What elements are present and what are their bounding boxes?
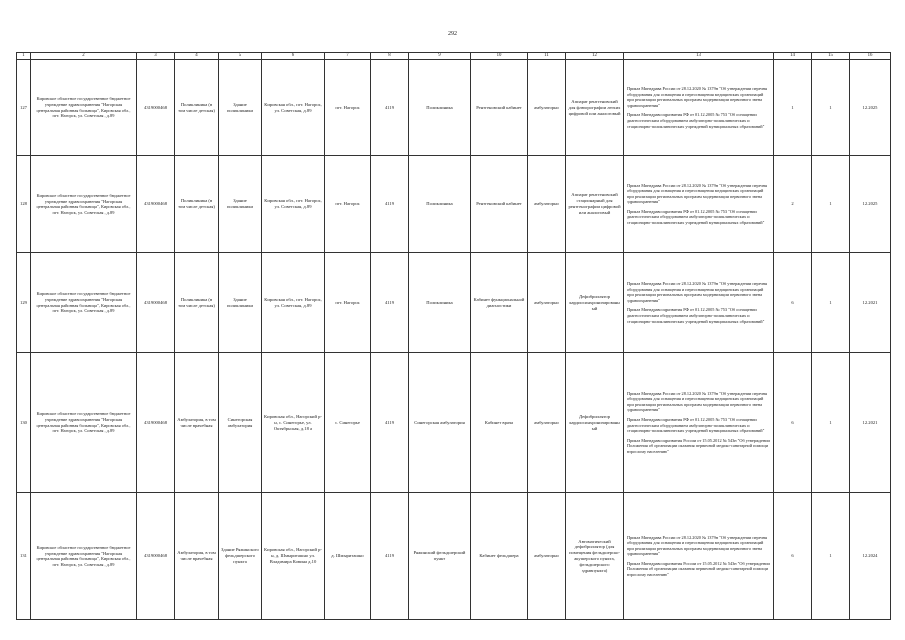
column-index-cell: 1: [17, 53, 31, 60]
building-cell: Синегорская амбулатория: [219, 353, 262, 493]
table-row: [17, 60, 891, 156]
quantity-cell: 1: [812, 353, 850, 493]
room-cell: Кабинет врача: [471, 353, 528, 493]
quantity-cell: 6: [774, 493, 812, 620]
address-cell: Кировская обл., пгт. Нагорск, ул. Советская, д.89: [262, 253, 325, 353]
column-index-cell: 8: [371, 53, 409, 60]
division-cell: Поликлиника: [409, 60, 471, 156]
legal-basis-paragraph: Приказ Минздрава России от 28.12.2020 № 1379н "Об утверждении перечня оборудования для оснащения и переоснащения медицинских организаций при реализации региональных программ модернизации первичного звена здравоохранения": [627, 281, 767, 303]
division-cell: Синегорская амбулатория: [409, 353, 471, 493]
unit-type-cell: Амбулатория, в том числе врачебная: [175, 493, 219, 620]
division-cell: Поликлиника: [409, 156, 471, 253]
locality-cell: пгт. Нагорск: [325, 60, 371, 156]
legal-basis-cell: [624, 60, 774, 156]
quantity-cell: 6: [774, 353, 812, 493]
room-cell: Рентгеновский кабинет: [471, 156, 528, 253]
column-index-cell: 10: [471, 53, 528, 60]
legal-basis-cell: [624, 156, 774, 253]
column-index-cell: 6: [262, 53, 325, 60]
legal-basis-paragraph: Приказ Минздрава России от 28.12.2020 № 1379н "Об утверждении перечня оборудования для оснащения и переоснащения медицинских организаций при реализации региональных программ модернизации первичного звена здравоохранения": [627, 86, 767, 108]
deadline-cell: 12.2025: [850, 60, 891, 156]
quantity-cell: 2: [774, 156, 812, 253]
legal-basis-paragraph: Приказ Минздравсоцразвития России от 15.05.2012 № 543н "Об утверждении Положения об организации оказания первичной медико-санитарной помощи взрослому населению": [627, 437, 770, 454]
unit-type-cell: Амбулатория, в том числе врачебная: [175, 353, 219, 493]
equipment-cell: Дефибриллятор кардиосинхронизированный: [566, 253, 624, 353]
legal-basis-paragraph: Приказ Минздравсоцразвития России от 15.05.2012 № 543н "Об утверждении Положения об организации оказания первичной медико-санитарной помощи взрослому населению": [627, 560, 770, 578]
column-index-cell: 12: [566, 53, 624, 60]
org-code-cell: 4319000468: [137, 493, 175, 620]
locality-cell: д. Шмыриташно: [325, 493, 371, 620]
locality-cell: с. Синегорье: [325, 353, 371, 493]
legal-basis-cell: [624, 493, 774, 620]
division-cell: Поликлиника: [409, 253, 471, 353]
address-cell: Кировская обл., Нагорский р-н, д. Шмыриташно ул. Владимира Ковина д.10: [262, 493, 325, 620]
building-cell: Здание Ряжинского фельдшерского пункта: [219, 493, 262, 620]
org-code-cell: 4319000468: [137, 253, 175, 353]
room-cell: Рентгеновский кабинет: [471, 60, 528, 156]
legal-basis-cell: [624, 353, 774, 493]
quantity-cell: 1: [812, 60, 850, 156]
column-index-cell: 13: [624, 53, 774, 60]
column-index-cell: 15: [812, 53, 850, 60]
quantity-cell: 1: [774, 60, 812, 156]
row-number: 131: [17, 493, 31, 620]
quantity-cell: 1: [812, 253, 850, 353]
quantity-cell: 6: [774, 253, 812, 353]
equipment-table: [16, 52, 891, 620]
oktmo-cell: 4119: [371, 353, 409, 493]
table-row: [17, 493, 891, 620]
legal-basis-paragraph: Приказ Минздрава России от 28.12.2020 № 1379н "Об утверждении перечня оборудования для оснащения и переоснащения медицинских организаций при реализации региональных программ модернизации первичного звена здравоохранения": [627, 182, 767, 205]
deadline-cell: 12.2024: [850, 493, 891, 620]
locality-cell: пгт. Нагорск: [325, 156, 371, 253]
organization-cell: Кировское областное государственное бюджетное учреждение здравоохранения "Нагорская центральная районная больница", Кировская обл., пгт. Нагорск, ул. Советская , д.89: [31, 253, 137, 353]
org-code-cell: 4319000468: [137, 156, 175, 253]
organization-cell: Кировское областное государственное бюджетное учреждение здравоохранения "Нагорская центральная районная больница", Кировская обл., пгт. Нагорск, ул. Советская , д.89: [31, 60, 137, 156]
column-index-cell: 9: [409, 53, 471, 60]
table-row: [17, 156, 891, 253]
column-index-cell: 14: [774, 53, 812, 60]
deadline-cell: 12.2021: [850, 253, 891, 353]
unit-type-cell: Поликлиника (в том числе детская): [175, 253, 219, 353]
unit-type-cell: Поликлиника (в том числе детская): [175, 60, 219, 156]
table-row: [17, 253, 891, 353]
column-index-cell: 16: [850, 53, 891, 60]
oktmo-cell: 4119: [371, 493, 409, 620]
org-code-cell: 4319000468: [137, 60, 175, 156]
equipment-cell: Аппарат рентгеновский для флюорографии легких цифровой или аналоговый: [566, 60, 624, 156]
equipment-cell: Автоматический дефибриллятор (для помещения фельдшерско-акушерского пункта, фельдшерского здравпункта): [566, 493, 624, 620]
org-code-cell: 4319000468: [137, 353, 175, 493]
care-type-cell: амбулаторно: [528, 156, 566, 253]
column-index-cell: 3: [137, 53, 175, 60]
legal-basis-cell: [624, 253, 774, 353]
legal-basis-paragraph: Приказ Минздравсоцразвития РФ от 01.12.2005 № 753 "Об оснащении диагностическим оборудованием амбулаторно-поликлинических и стационарно-поликлинических учреждений муниципальных образований": [627, 112, 765, 129]
organization-cell: Кировское областное государственное бюджетное учреждение здравоохранения "Нагорская центральная районная больница", Кировская обл., пгт. Нагорск, ул. Советская , д.89: [31, 353, 137, 493]
legal-basis-paragraph: Приказ Минздравсоцразвития РФ от 01.12.2005 № 753 "Об оснащении диагностическим оборудованием амбулаторно-поликлинических и стационарно-поликлинических учреждений муниципальных образований": [627, 417, 765, 434]
unit-type-cell: Поликлиника (в том числе детская): [175, 156, 219, 253]
room-cell: Кабинет фельдшера: [471, 493, 528, 620]
row-number: 130: [17, 353, 31, 493]
column-index-cell: 7: [325, 53, 371, 60]
organization-cell: Кировское областное государственное бюджетное учреждение здравоохранения "Нагорская центральная районная больница", Кировская обл., пгт. Нагорск, ул. Советская , д.89: [31, 493, 137, 620]
care-type-cell: амбулаторно: [528, 60, 566, 156]
row-number: 128: [17, 156, 31, 253]
oktmo-cell: 4119: [371, 253, 409, 353]
quantity-cell: 1: [812, 493, 850, 620]
division-cell: Ряжинский фельдшерский пункт: [409, 493, 471, 620]
organization-cell: Кировское областное государственное бюджетное учреждение здравоохранения "Нагорская центральная районная больница", Кировская обл., пгт. Нагорск, ул. Советская , д.89: [31, 156, 137, 253]
deadline-cell: 12.2025: [850, 156, 891, 253]
address-cell: Кировская обл., пгт. Нагорск, ул. Советская, д.89: [262, 60, 325, 156]
building-cell: Здание поликлиники: [219, 60, 262, 156]
oktmo-cell: 4119: [371, 156, 409, 253]
column-index-cell: 2: [31, 53, 137, 60]
equipment-cell: Дефибриллятор кардиосинхронизированный: [566, 353, 624, 493]
room-cell: Кабинет функциональной диагностики: [471, 253, 528, 353]
quantity-cell: 1: [812, 156, 850, 253]
building-cell: Здание поликлиники: [219, 156, 262, 253]
legal-basis-paragraph: Приказ Минздрава России от 28.12.2020 № 1379н "Об утверждении перечня оборудования для оснащения и переоснащения медицинских организаций при реализации региональных программ модернизации первичного звена здравоохранения": [627, 390, 767, 413]
care-type-cell: амбулаторно: [528, 493, 566, 620]
page-number: 292: [448, 31, 457, 37]
care-type-cell: амбулаторно: [528, 253, 566, 353]
address-cell: Кировская обл., Нагорский р-н, с. Синегорье, ул. Октябрьская, д.18 а: [262, 353, 325, 493]
table-row: [17, 353, 891, 493]
building-cell: Здание поликлиники: [219, 253, 262, 353]
column-index-cell: 5: [219, 53, 262, 60]
column-index-cell: 11: [528, 53, 566, 60]
deadline-cell: 12.2021: [850, 353, 891, 493]
column-index-cell: 4: [175, 53, 219, 60]
locality-cell: пгт. Нагорск: [325, 253, 371, 353]
row-number: 127: [17, 60, 31, 156]
legal-basis-paragraph: Приказ Минздравсоцразвития РФ от 01.12.2005 № 753 "Об оснащении диагностическим оборудованием амбулаторно-поликлинических и стационарно-поликлинических учреждений муниципальных образований": [627, 208, 765, 226]
legal-basis-paragraph: Приказ Минздрава России от 28.12.2020 № 1379н "Об утверждении перечня оборудования для оснащения и переоснащения медицинских организаций при реализации региональных программ модернизации первичного звена здравоохранения": [627, 534, 767, 557]
legal-basis-paragraph: Приказ Минздравсоцразвития РФ от 01.12.2005 № 753 "Об оснащении диагностическим оборудованием амбулаторно-поликлинических и стационарно-поликлинических учреждений муниципальных образований": [627, 307, 765, 324]
column-index-row: [17, 53, 891, 60]
oktmo-cell: 4119: [371, 60, 409, 156]
address-cell: Кировская обл., пгт. Нагорск, ул. Советская, д.89: [262, 156, 325, 253]
row-number: 129: [17, 253, 31, 353]
equipment-cell: Аппарат рентгеновский стационарный для рентгенографии цифровой или аналоговый: [566, 156, 624, 253]
care-type-cell: амбулаторно: [528, 353, 566, 493]
